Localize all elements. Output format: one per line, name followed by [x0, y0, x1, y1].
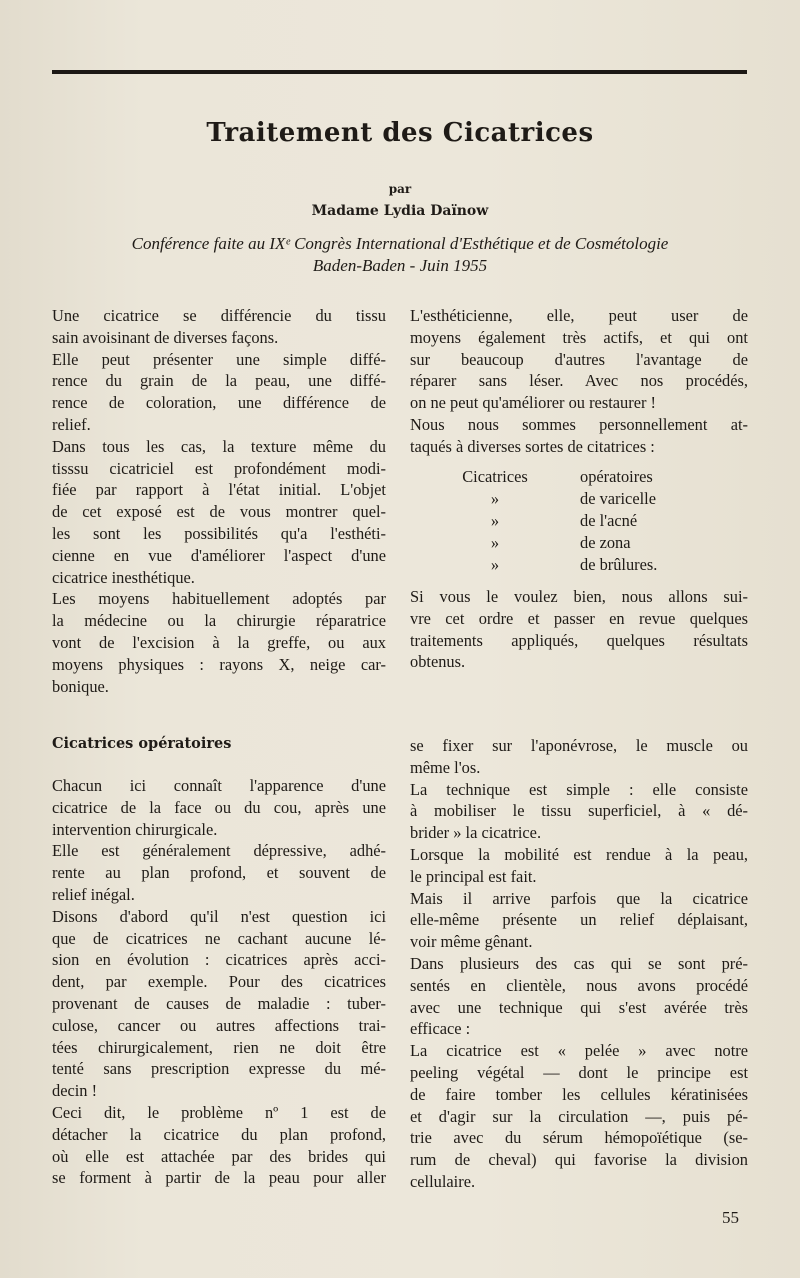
- list-item: [410, 466, 748, 488]
- top-rule: [52, 70, 747, 74]
- text-line: fiée par rapport à l'état initial. L'objet: [52, 480, 386, 500]
- text-line: traitements appliqués, quelques résultats: [410, 630, 748, 650]
- list-item-prefix: »: [490, 555, 500, 574]
- text-line: Elle est généralement dépressive, adhé-: [52, 841, 386, 861]
- text-line: de faire tomber les cellules kératinisées: [410, 1084, 748, 1104]
- text-line: détacher la cicatrice du plan profond,: [52, 1124, 386, 1144]
- right-column-bottom: [410, 735, 748, 1193]
- text-line: relief.: [52, 414, 91, 434]
- list-item-type: de brûlures.: [580, 555, 658, 574]
- list-item-prefix: Cicatrices: [462, 467, 528, 486]
- text-line: cicatrice de la face ou du cou, après une: [52, 797, 386, 817]
- text-line: se forment à partir de la peau pour aller: [52, 1168, 386, 1188]
- text-line: relief inégal.: [52, 884, 135, 904]
- text-line: decin !: [52, 1081, 98, 1101]
- text-line: peeling végétal — dont le principe est: [410, 1062, 748, 1082]
- text-line: la médecine ou la chirurgie réparatrice: [52, 611, 386, 631]
- list-item: [410, 554, 748, 576]
- text-line: trie avec du sérum hémopoïétique (se-: [410, 1128, 748, 1148]
- text-line: efficace :: [410, 1019, 471, 1039]
- text-line: Une cicatrice se différencie du tissu: [52, 306, 386, 325]
- text-line: cienne en vue d'améliorer l'aspect d'une: [52, 545, 386, 565]
- text-line: bonique.: [52, 676, 109, 696]
- text-line: taqués à diverses sortes de citatrices :: [410, 436, 655, 456]
- text-line: intervention chirurgicale.: [52, 819, 218, 839]
- text-line: Dans plusieurs des cas qui se sont pré-: [410, 953, 748, 973]
- text-line: Les moyens habituellement adoptés par: [52, 589, 386, 609]
- text-line: rum de cheval) qui favorise la division: [410, 1150, 748, 1170]
- text-line: tisssu cicatriciel est profondément modi-: [52, 458, 386, 478]
- right-column-middle: [410, 586, 748, 673]
- text-line: obtenus.: [410, 652, 466, 672]
- text-line: sur beaucoup d'autres l'avantage de: [410, 349, 748, 369]
- text-line: voir même gênant.: [410, 932, 533, 952]
- left-column-top: [52, 305, 386, 697]
- author-name: Madame Lydia Daïnow: [311, 203, 489, 219]
- text-line: Disons d'abord qu'il n'est question ici: [52, 906, 386, 926]
- text-line: moyens physiques : rayons X, neige car-: [52, 654, 386, 674]
- text-line: vre cet ordre et passer en revue quelques: [410, 608, 748, 628]
- text-line: elle-même présente un relief déplaisant,: [410, 910, 748, 930]
- text-line: même l'os.: [410, 757, 481, 777]
- list-item-type: de zona: [580, 533, 631, 552]
- text-line: rence de coloration, une différence de: [52, 393, 386, 413]
- text-line: sentés en clientèle, nous avons procédé: [410, 975, 748, 995]
- text-line: Chacun ici connaît l'apparence d'une: [52, 776, 386, 795]
- text-line: tenté sans prescription expresse du mé-: [52, 1059, 386, 1079]
- text-line: Ceci dit, le problème nº 1 est de: [52, 1102, 386, 1122]
- text-line: Elle peut présenter une simple diffé-: [52, 349, 386, 369]
- text-line: de cet exposé est de vous montrer quel-: [52, 502, 386, 522]
- list-item-type: de varicelle: [580, 489, 656, 508]
- section-heading: Cicatrices opératoires: [52, 735, 232, 752]
- text-line: vont de l'excision à la greffe, ou aux: [52, 632, 386, 652]
- text-line: dent, par exemple. Pour des cicatrices: [52, 972, 386, 992]
- text-line: cellulaire.: [410, 1171, 476, 1191]
- scar-type-list: [410, 466, 748, 576]
- text-line: et d'agir sur la circulation —, puis pé-: [410, 1106, 748, 1126]
- text-line: Mais il arrive parfois que la cicatrice: [410, 888, 748, 908]
- text-line: Lorsque la mobilité est rendue à la peau,: [410, 844, 748, 864]
- text-line: avec une technique qui s'est avérée très: [410, 997, 748, 1017]
- text-line: à mobiliser le tissu superficiel, à « dé-: [410, 801, 748, 821]
- page-number: 55: [722, 1208, 739, 1227]
- conference-subtitle: [40, 233, 760, 277]
- list-item: [410, 488, 748, 510]
- text-line: Si vous le voulez bien, nous allons sui-: [410, 587, 748, 606]
- right-column-top: [410, 305, 748, 458]
- text-line: les sont les possibilités qu'a l'esthéti-: [52, 523, 386, 543]
- subtitle-line-2: Baden-Baden - Juin 1955: [312, 256, 488, 275]
- text-line: L'esthéticienne, elle, peut user de: [410, 306, 748, 325]
- text-line: provenant de causes de maladie : tuber-: [52, 993, 386, 1013]
- text-line: cicatrice inesthétique.: [52, 567, 195, 587]
- text-line: rence du grain de la peau, une diffé-: [52, 371, 386, 391]
- text-line: Nous nous sommes personnellement at-: [410, 414, 748, 434]
- text-line: La technique est simple : elle consiste: [410, 779, 748, 799]
- text-line: où elle est attachée par des brides qui: [52, 1146, 386, 1166]
- byline-par: par: [388, 182, 412, 196]
- text-line: on ne peut qu'améliorer ou restaurer !: [410, 393, 656, 413]
- text-line: rente au plan profond, et souvent de: [52, 863, 386, 883]
- text-line: brider » la cicatrice.: [410, 823, 542, 843]
- list-item-prefix: »: [490, 533, 500, 552]
- list-item-prefix: »: [490, 489, 500, 508]
- text-line: La cicatrice est « pelée » avec notre: [410, 1041, 748, 1061]
- list-item-type: de l'acné: [580, 511, 638, 530]
- text-line: que de cicatrices ne cachant aucune lé-: [52, 928, 386, 948]
- text-line: Dans tous les cas, la texture même du: [52, 436, 386, 456]
- text-line: sion en évolution : cicatrices après acci-: [52, 950, 386, 970]
- article-title: Traitement des Cicatrices: [206, 118, 594, 148]
- list-item-prefix: »: [490, 511, 500, 530]
- text-line: culose, cancer ou autres affections trai-: [52, 1015, 386, 1035]
- text-line: moyens également très actifs, et qui ont: [410, 327, 748, 347]
- text-line: tées chirurgicalement, rien ne doit être: [52, 1037, 386, 1057]
- list-item: [410, 532, 748, 554]
- text-line: sain avoisinant de diverses façons.: [52, 327, 279, 347]
- text-line: le principal est fait.: [410, 866, 537, 886]
- list-item: [410, 510, 748, 532]
- list-item-type: opératoires: [580, 467, 653, 486]
- text-line: se fixer sur l'aponévrose, le muscle ou: [410, 736, 748, 755]
- subtitle-line-1: Conférence faite au IXᵉ Congrès International d'Esthétique et de Cosmétologie: [131, 234, 669, 253]
- left-column-bottom: [52, 775, 386, 1189]
- text-line: réparer sans léser. Avec nos procédés,: [410, 371, 748, 391]
